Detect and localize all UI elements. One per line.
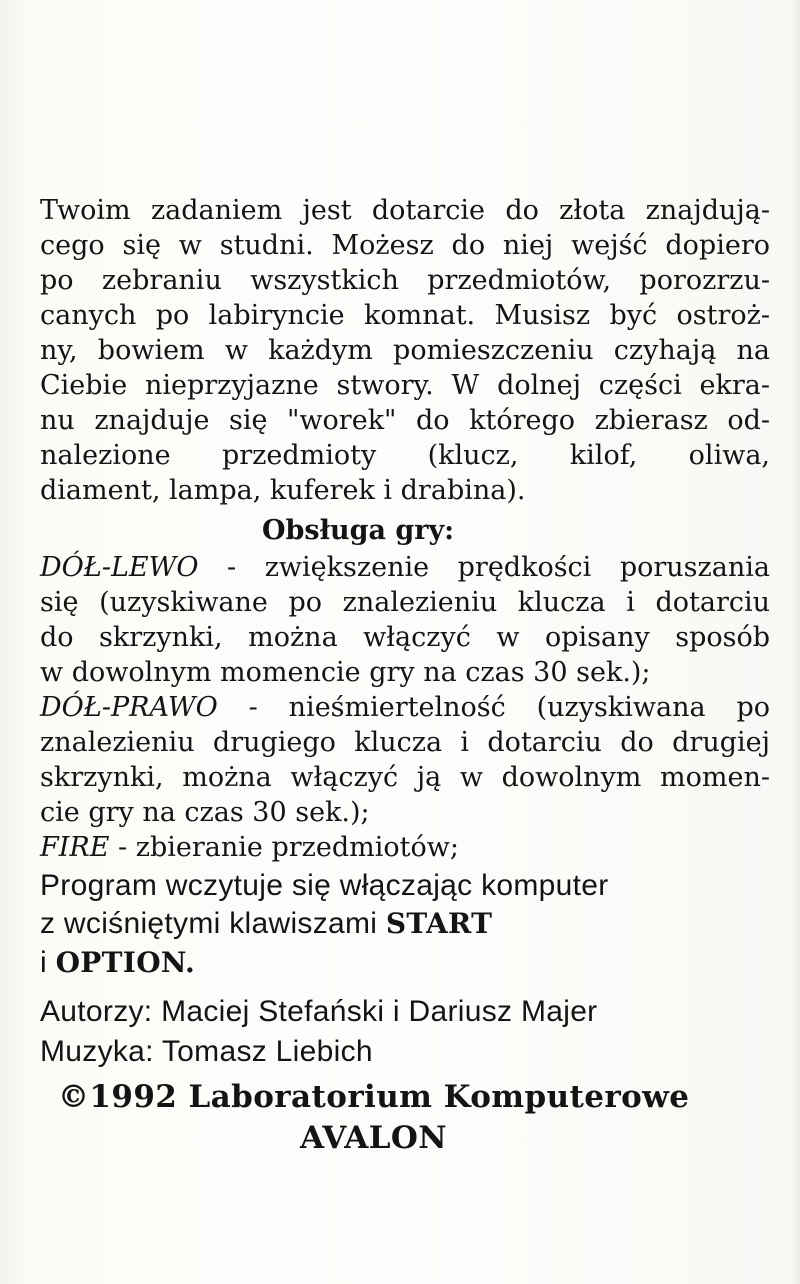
intro-line-4: canych po labiryncie komnat. Musisz być ostroż- — [40, 300, 770, 331]
control-down-right-line-2: znalezieniu drugiego klucza i dotarciu do drugiej — [40, 727, 770, 758]
control-fire-desc: - zbieranie przedmiotów; — [109, 832, 459, 863]
intro-line-8: nalezione przedmioty (klucz, kilof, oliwa, — [40, 440, 770, 471]
loading-line-1: Program wczytuje się włączając komputer — [40, 869, 609, 902]
control-fire-line — [40, 831, 459, 865]
loading-line-2 — [40, 907, 492, 941]
intro-line-7: nu znajduje się "worek" do którego zbierasz od- — [40, 405, 770, 436]
intro-line-5: ny, bowiem w każdym pomieszczeniu czyhają na — [40, 335, 770, 366]
intro-line-9: diament, lampa, kuferek i drabina). — [40, 475, 526, 506]
intro-line-3: po zebraniu wszystkich przedmiotów, porozrzu- — [40, 265, 770, 296]
control-down-left-line-2: się (uzyskiwane po znalezieniu klucza i dotarciu — [40, 587, 770, 618]
loading-line-3-text: i — [40, 946, 56, 979]
intro-line-6: Ciebie nieprzyjazne stwory. W dolnej części ekra- — [40, 370, 770, 401]
control-down-right-key: DÓŁ-PRAWO — [40, 692, 218, 723]
intro-line-1: Twoim zadaniem jest dotarcie do złota znajdują- — [40, 195, 770, 226]
control-down-right-line-3: skrzynki, można włączyć ją w dowolnym momen- — [40, 762, 770, 793]
control-down-left-line-4: w dowolnym momencie gry na czas 30 sek.); — [40, 657, 651, 688]
key-option: OPTION. — [55, 946, 196, 979]
copyright-line: ©1992 Laboratorium Komputerowe — [58, 1079, 690, 1115]
publisher-name: AVALON — [300, 1120, 448, 1156]
control-down-right-line-1 — [40, 691, 770, 725]
credits-music: Muzyka: Tomasz Liebich — [40, 1035, 373, 1068]
credits-authors: Autorzy: Maciej Stefański i Dariusz Majer — [40, 995, 598, 1028]
controls-heading: Obsługa gry: — [262, 515, 455, 546]
control-down-left-key: DÓŁ-LEWO — [40, 552, 199, 583]
intro-line-2: cego się w studni. Możesz do niej wejść dopiero — [40, 230, 770, 261]
key-start: START — [385, 907, 493, 940]
control-down-left-desc: - zwiększenie prędkości poruszania — [198, 552, 770, 583]
loading-line-2-text: z wciśniętymi klawiszami — [40, 907, 386, 940]
control-fire-key: FIRE — [40, 832, 110, 863]
control-down-right-desc: - nieśmiertelność (uzyskiwana po — [217, 692, 770, 723]
control-down-right-line-4: cie gry na czas 30 sek.); — [40, 797, 370, 828]
control-down-left-line-1 — [40, 551, 770, 585]
control-down-left-line-3: do skrzynki, można włączyć w opisany sposób — [40, 622, 770, 653]
loading-line-3 — [40, 946, 195, 980]
